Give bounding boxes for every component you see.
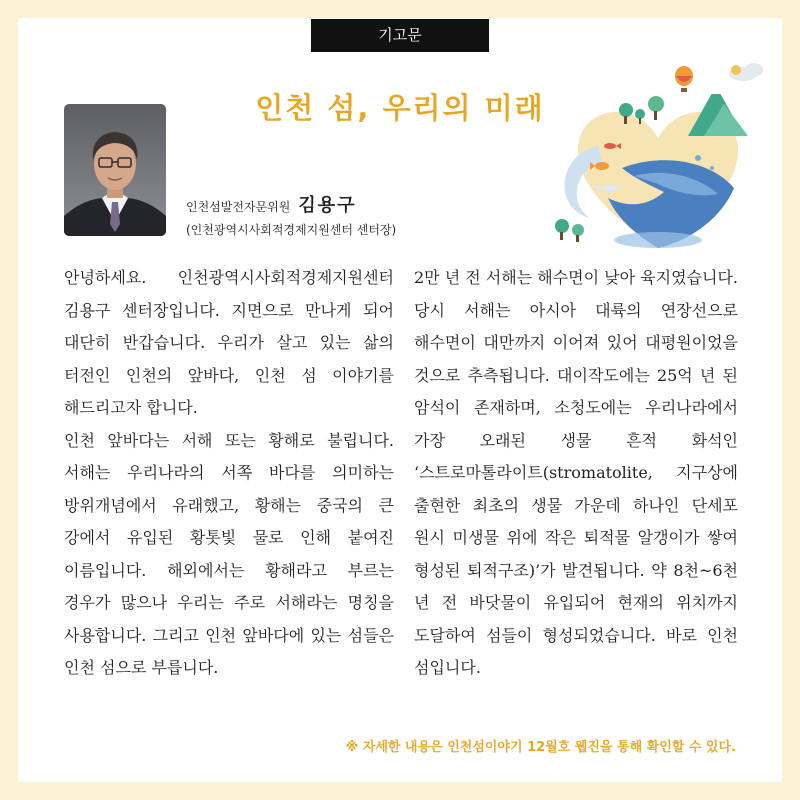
author-line [186, 191, 357, 217]
cloud-icon [729, 63, 763, 81]
author-portrait [64, 104, 166, 236]
section-label: 기고문 [311, 19, 489, 52]
body-paragraph: 인천 앞바다는 서해 또는 황해로 불립니다. 서해는 우리나라의 서쪽 바다를 의미하는 방위개념에서 유래했고, 황해는 중국의 큰 강에서 유입된 황톳빛 물로 인해 붙여진 이름입니다. 해외에서는 황해라고 부르는 경우가 많으나 우리는 주로 서해라는 명칭을 사용합니다. 그리고 인천 앞바다에 있는 섬들은 인천 섬으로 부릅니다. [64, 430, 394, 677]
body-paragraph: 안녕하세요. 인천광역시사회적경제지원센터 김용구 센터장입니다. 지면으로 만나게 되어 대단히 반갑습니다. 우리가 살고 있는 삶의 터전인 인천의 앞바다, 인천 섬 이야기를 해드리고자 합니다. [64, 268, 394, 417]
heart-sea-island-illustration [538, 58, 778, 258]
author-affiliation: (인천광역시사회적경제지원센터 센터장) [186, 223, 397, 237]
body-column-left [64, 262, 394, 685]
body-paragraph: 2만 년 전 서해는 해수면이 낮아 육지였습니다. 당시 서해는 아시아 대륙의 연장선으로 해수면이 대만까지 이어져 있어 대평원이었을 것으로 추측됩니다. 대이작도에는 25억 년 된 암석이 존재하며, 소청도에는 우리나라에서 가장 오래된 생물 흔적 화석인 ‘스트로마톨라이트(stromatolite, 지구상에 출현한 최초의 생물 가운데 하나인 단세포 원시 미생물 위에 작은 퇴적물 알갱이가 쌓여 형성된 퇴적구조)’가 발견됩니다. 약 8천~6천 년 전 바닷물이 유입되어 현재의 위치까지 도달하여 섬들이 형성되었습니다. 바로 인천 섬입니다. [414, 268, 738, 677]
mountain-icon [688, 86, 748, 136]
hot-air-balloon-icon [675, 66, 693, 92]
author-role: 인천섬발전자문위원 [186, 200, 291, 214]
body-column-right [414, 262, 738, 685]
author-name: 김용구 [298, 195, 357, 216]
footnote: ※ 자세한 내용은 인천섬이야기 12월호 웹진을 통해 확인할 수 있다. [345, 740, 736, 755]
article-title: 인천 섬, 우리의 미래 [255, 91, 545, 125]
